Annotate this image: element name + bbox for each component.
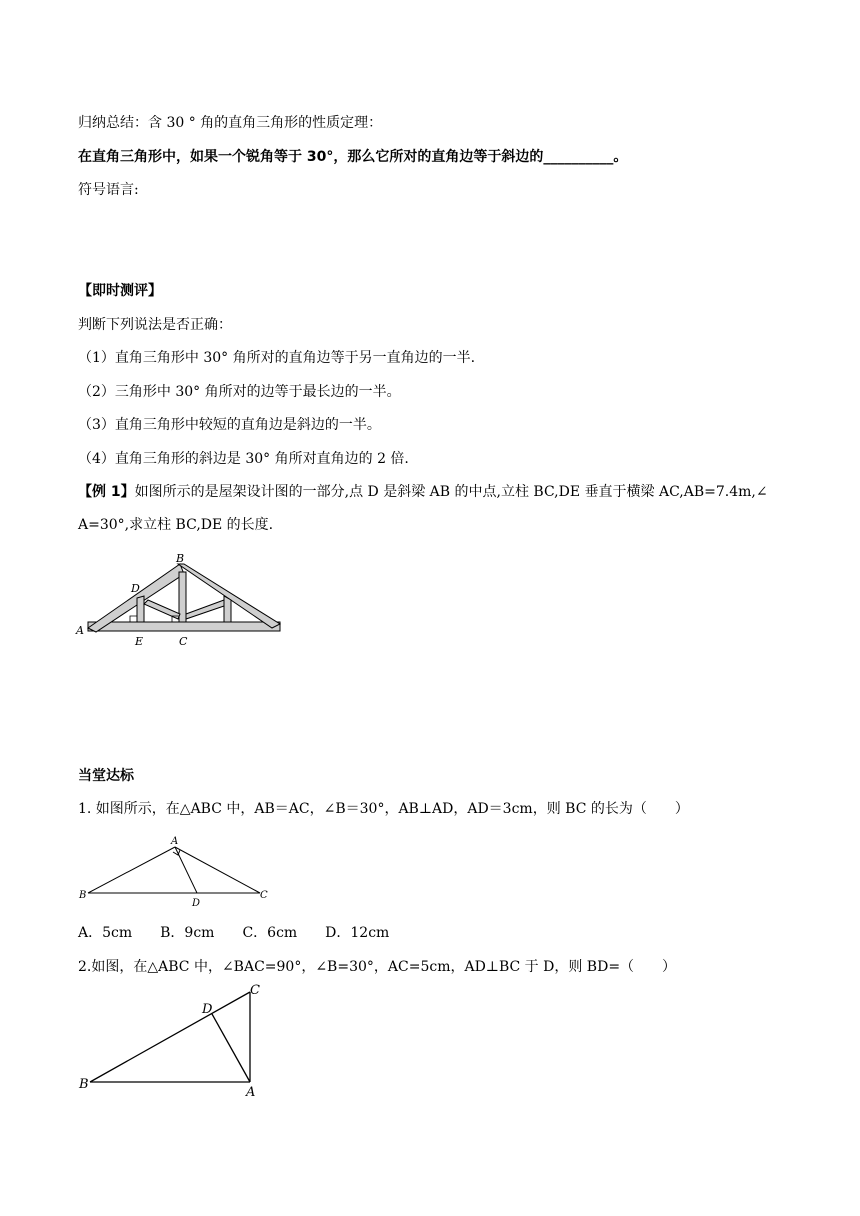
post-right: [224, 596, 231, 622]
label-a: A: [171, 836, 179, 847]
label-d: D: [192, 898, 201, 909]
segment-ad: [212, 1014, 250, 1082]
q1-text: 1. 如图所示，在△ABC 中，AB＝AC，∠B＝30°，AB⊥AD，AD＝3cm，则 BC 的长为（ ）: [78, 801, 689, 817]
q1-options: A．5cm B．9cm C．6cm D．12cm: [78, 925, 390, 941]
summary-intro: 归纳总结：含 30 ° 角的直角三角形的性质定理：: [78, 115, 383, 131]
quick-test-item-1: （1）直角三角形中 30° 角所对的直角边等于另一直角边的一半.: [78, 350, 476, 366]
right-angle-mark-e: [130, 616, 137, 622]
example1-text-1: 如图所示的是屋架设计图的一部分,点 D 是斜梁 AB 的中点,立柱 BC,DE 垂直于横梁 AC,AB=7.4m,∠: [134, 484, 768, 500]
label-d: D: [131, 582, 140, 595]
quick-test-instruction: 判断下列说法是否正确：: [78, 317, 232, 333]
theorem-statement: 在直角三角形中，如果一个锐角等于 30°，那么它所对的直角边等于斜边的__________。: [78, 149, 628, 165]
label-c: C: [250, 983, 260, 998]
label-e: E: [135, 635, 144, 648]
post-de: [137, 596, 144, 622]
roof-truss-figure: [74, 552, 290, 648]
example1-label: 【例 1】: [78, 484, 135, 500]
practice-heading: 当堂达标: [78, 768, 134, 784]
example1-text-2: A=30°,求立柱 BC,DE 的长度.: [78, 517, 274, 533]
label-c: C: [179, 635, 188, 648]
segment-ab: [88, 847, 175, 893]
quick-test-item-4: （4）直角三角形的斜边是 30° 角所对直角边的 2 倍.: [78, 451, 409, 467]
label-b: B: [79, 1077, 89, 1092]
label-b: B: [79, 890, 87, 901]
q2-text: 2.如图，在△ABC 中，∠BAC=90°，∠B=30°，AC=5cm，AD⊥BC 于 D，则 BD=（ ）: [78, 959, 677, 975]
label-a: A: [246, 1085, 256, 1100]
symbol-language-label: 符号语言:: [78, 182, 139, 198]
brace-right: [186, 600, 224, 619]
label-a: A: [76, 624, 84, 637]
quick-test-item-3: （3）直角三角形中较短的直角边是斜边的一半。: [78, 417, 381, 433]
q1-triangle-figure: [74, 832, 274, 912]
segment-ac: [175, 847, 260, 893]
label-b: B: [176, 552, 185, 565]
label-d: D: [202, 1002, 213, 1017]
quick-test-heading: 【即时测评】: [78, 283, 162, 299]
q2-triangle-figure: [74, 978, 274, 1100]
quick-test-item-2: （2）三角形中 30° 角所对的边等于最长边的一半。: [78, 384, 401, 400]
label-c: C: [260, 890, 268, 901]
segment-bc: [90, 992, 250, 1082]
example1-line1: [78, 482, 768, 502]
beam-ac: [88, 622, 280, 631]
